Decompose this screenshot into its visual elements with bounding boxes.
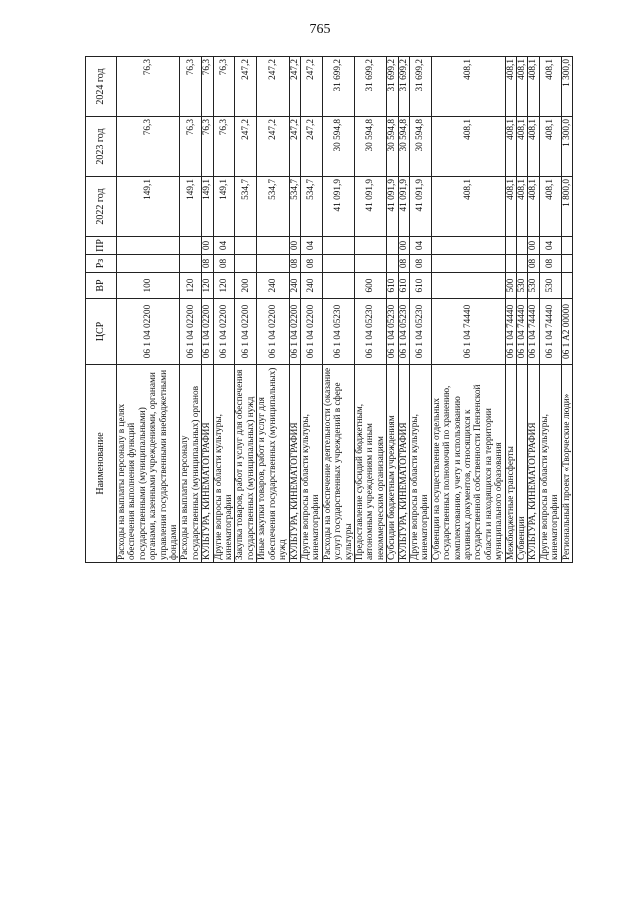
cell-vr: 610 <box>387 273 398 299</box>
cell-name: Предоставление субсидий бюджетным, автономным учреждениям и иным некоммерческим организациям <box>354 365 386 563</box>
cell-2022: 534,7 <box>235 177 257 237</box>
cell-name: Другие вопросы в области культуры, кинематографии <box>409 365 431 563</box>
cell-name: КУЛЬТУРА, КИНЕМАТОГРАФИЯ <box>289 365 300 563</box>
cell-csr: 06 1 04 05230 <box>322 299 354 365</box>
cell-rz: 08 <box>300 255 322 273</box>
cell-name: КУЛЬТУРА, КИНЕМАТОГРАФИЯ <box>202 365 213 563</box>
cell-name: Субвенции на осуществление отдельных государственных полномочий по хранению, комплектованию, учету и использованию архивных документов, относящихся к государственной собственности Пензенской области и находящихся на территории муниципального образования <box>431 365 505 563</box>
cell-name: Субвенции <box>517 365 528 563</box>
cell-vr: 610 <box>409 273 431 299</box>
cell-2023: 247,2 <box>257 117 289 177</box>
cell-pr <box>180 237 202 255</box>
cell-2023: 247,2 <box>289 117 300 177</box>
cell-rz: 08 <box>528 255 539 273</box>
cell-2024: 1 300,0 <box>561 57 572 117</box>
cell-pr <box>235 237 257 255</box>
cell-name: Другие вопросы в области культуры, кинематографии <box>213 365 235 563</box>
cell-2022: 408,1 <box>528 177 539 237</box>
cell-vr: 240 <box>257 273 289 299</box>
cell-vr <box>322 273 354 299</box>
cell-2022: 41 091,9 <box>409 177 431 237</box>
cell-2024: 31 699,2 <box>322 57 354 117</box>
cell-2022: 534,7 <box>257 177 289 237</box>
cell-2024: 31 699,2 <box>387 57 398 117</box>
cell-2023: 408,1 <box>505 117 516 177</box>
cell-pr <box>561 237 572 255</box>
cell-rz <box>354 255 386 273</box>
cell-rz: 08 <box>409 255 431 273</box>
cell-rz <box>322 255 354 273</box>
cell-2024: 408,1 <box>528 57 539 117</box>
cell-2023: 408,1 <box>539 117 561 177</box>
cell-2023: 76,3 <box>202 117 213 177</box>
cell-rz: 08 <box>289 255 300 273</box>
cell-pr: 04 <box>213 237 235 255</box>
rotated-table-wrapper <box>85 58 572 563</box>
cell-vr <box>431 273 505 299</box>
cell-pr <box>431 237 505 255</box>
cell-csr: 06 1 04 74440 <box>517 299 528 365</box>
cell-2024: 76,3 <box>213 57 235 117</box>
cell-vr: 530 <box>539 273 561 299</box>
cell-rz <box>235 255 257 273</box>
cell-2023: 76,3 <box>117 117 180 177</box>
cell-2023: 247,2 <box>300 117 322 177</box>
table-row <box>387 57 398 563</box>
cell-2024: 31 699,2 <box>409 57 431 117</box>
cell-rz: 08 <box>539 255 561 273</box>
table-row <box>117 57 180 563</box>
cell-pr: 00 <box>289 237 300 255</box>
cell-pr <box>117 237 180 255</box>
cell-2022: 41 091,9 <box>398 177 409 237</box>
cell-2022: 41 091,9 <box>322 177 354 237</box>
table-row <box>505 57 516 563</box>
table-row <box>235 57 257 563</box>
cell-rz <box>517 255 528 273</box>
table-row <box>517 57 528 563</box>
cell-vr: 600 <box>354 273 386 299</box>
cell-2022: 149,1 <box>180 177 202 237</box>
header-name: Наименование <box>86 365 117 563</box>
cell-vr: 100 <box>117 273 180 299</box>
cell-csr: 06 1 04 02200 <box>235 299 257 365</box>
cell-2022: 1 800,0 <box>561 177 572 237</box>
table-row <box>202 57 213 563</box>
cell-vr: 240 <box>300 273 322 299</box>
cell-vr: 530 <box>528 273 539 299</box>
cell-name: Другие вопросы в области культуры, кинематографии <box>300 365 322 563</box>
cell-2023: 30 594,8 <box>409 117 431 177</box>
cell-name: Расходы на выплаты персоналу в целях обеспечения выполнения функций государственными (муниципальными) органами, казенными учреждениями, органами управления государственными внебюджетными фондами <box>117 365 180 563</box>
table-row <box>528 57 539 563</box>
cell-2022: 149,1 <box>117 177 180 237</box>
cell-csr: 06 1 04 05230 <box>354 299 386 365</box>
cell-2024: 247,2 <box>289 57 300 117</box>
cell-csr: 06 1 04 05230 <box>387 299 398 365</box>
cell-name: Иные закупки товаров, работ и услуг для обеспечения государственных (муниципальных) нужд <box>257 365 289 563</box>
cell-rz: 08 <box>398 255 409 273</box>
table-row <box>398 57 409 563</box>
cell-2024: 76,3 <box>180 57 202 117</box>
header-csr: ЦСР <box>86 299 117 365</box>
cell-name: Региональный проект «Творческие люди» <box>561 365 572 563</box>
cell-csr: 06 1 04 74440 <box>539 299 561 365</box>
cell-pr <box>354 237 386 255</box>
cell-pr: 00 <box>398 237 409 255</box>
table-row <box>300 57 322 563</box>
cell-2022: 149,1 <box>202 177 213 237</box>
cell-2024: 247,2 <box>257 57 289 117</box>
table-row <box>322 57 354 563</box>
cell-csr: 06 1 04 02200 <box>257 299 289 365</box>
cell-2024: 31 699,2 <box>354 57 386 117</box>
cell-2024: 31 699,2 <box>398 57 409 117</box>
cell-2022: 534,7 <box>289 177 300 237</box>
cell-csr: 06 1 04 74440 <box>505 299 516 365</box>
cell-csr: 06 1 04 74440 <box>431 299 505 365</box>
cell-vr: 240 <box>289 273 300 299</box>
cell-csr: 06 1 04 02200 <box>117 299 180 365</box>
budget-table <box>85 56 573 563</box>
cell-2023: 30 594,8 <box>354 117 386 177</box>
cell-2022: 408,1 <box>505 177 516 237</box>
header-vr: ВР <box>86 273 117 299</box>
header-pr: ПР <box>86 237 117 255</box>
cell-2024: 408,1 <box>539 57 561 117</box>
cell-name: Субсидии бюджетным учреждениям <box>387 365 398 563</box>
table-header-row <box>86 57 117 563</box>
cell-pr: 04 <box>409 237 431 255</box>
cell-vr: 200 <box>235 273 257 299</box>
header-2023: 2023 год <box>86 117 117 177</box>
table-row <box>289 57 300 563</box>
cell-2023: 408,1 <box>528 117 539 177</box>
cell-name: Расходы на обеспечение деятельности (оказание услуг) государственных учреждений в сфере культуры <box>322 365 354 563</box>
cell-vr <box>561 273 572 299</box>
cell-2023: 1 300,0 <box>561 117 572 177</box>
cell-2022: 41 091,9 <box>354 177 386 237</box>
cell-rz <box>561 255 572 273</box>
cell-rz <box>387 255 398 273</box>
cell-2023: 30 594,8 <box>322 117 354 177</box>
cell-pr: 04 <box>539 237 561 255</box>
cell-csr: 06 1 A2 00000 <box>561 299 572 365</box>
cell-2024: 76,3 <box>117 57 180 117</box>
cell-name: Другие вопросы в области культуры, кинематографии <box>539 365 561 563</box>
cell-2024: 247,2 <box>235 57 257 117</box>
cell-2023: 76,3 <box>213 117 235 177</box>
cell-vr: 530 <box>517 273 528 299</box>
cell-2024: 408,1 <box>505 57 516 117</box>
cell-2024: 247,2 <box>300 57 322 117</box>
table-row <box>180 57 202 563</box>
cell-2023: 408,1 <box>431 117 505 177</box>
cell-csr: 06 1 04 02200 <box>180 299 202 365</box>
cell-2022: 408,1 <box>431 177 505 237</box>
cell-csr: 06 1 04 02200 <box>213 299 235 365</box>
cell-2024: 408,1 <box>517 57 528 117</box>
cell-pr <box>387 237 398 255</box>
cell-vr: 120 <box>180 273 202 299</box>
cell-csr: 06 1 04 02200 <box>202 299 213 365</box>
cell-2022: 149,1 <box>213 177 235 237</box>
cell-pr <box>257 237 289 255</box>
cell-rz <box>180 255 202 273</box>
header-rz: Рз <box>86 255 117 273</box>
cell-pr <box>322 237 354 255</box>
cell-pr: 04 <box>300 237 322 255</box>
table-row <box>354 57 386 563</box>
cell-2022: 534,7 <box>300 177 322 237</box>
table-row <box>561 57 572 563</box>
cell-pr <box>505 237 516 255</box>
cell-pr: 00 <box>528 237 539 255</box>
cell-name: КУЛЬТУРА, КИНЕМАТОГРАФИЯ <box>398 365 409 563</box>
cell-2024: 76,3 <box>202 57 213 117</box>
cell-csr: 06 1 04 05230 <box>398 299 409 365</box>
cell-2023: 30 594,8 <box>387 117 398 177</box>
header-2024: 2024 год <box>86 57 117 117</box>
cell-2023: 30 594,8 <box>398 117 409 177</box>
cell-name: Закупка товаров, работ и услуг для обеспечения государственных (муниципальных) нужд <box>235 365 257 563</box>
cell-csr: 06 1 04 02200 <box>300 299 322 365</box>
page-number: 765 <box>309 22 331 37</box>
cell-2023: 408,1 <box>517 117 528 177</box>
cell-name: Расходы на выплаты персоналу государственных (муниципальных) органов <box>180 365 202 563</box>
cell-vr: 120 <box>202 273 213 299</box>
table-body <box>117 57 573 563</box>
cell-vr: 120 <box>213 273 235 299</box>
cell-vr: 500 <box>505 273 516 299</box>
table-row <box>539 57 561 563</box>
cell-2023: 76,3 <box>180 117 202 177</box>
cell-2024: 408,1 <box>431 57 505 117</box>
table-row <box>409 57 431 563</box>
cell-rz <box>117 255 180 273</box>
cell-2022: 408,1 <box>517 177 528 237</box>
cell-csr: 06 1 04 02200 <box>289 299 300 365</box>
cell-rz <box>431 255 505 273</box>
cell-rz <box>257 255 289 273</box>
table-row <box>257 57 289 563</box>
cell-name: КУЛЬТУРА, КИНЕМАТОГРАФИЯ <box>528 365 539 563</box>
table-row <box>431 57 505 563</box>
cell-name: Межбюджетные трансферты <box>505 365 516 563</box>
cell-2022: 408,1 <box>539 177 561 237</box>
cell-pr: 00 <box>202 237 213 255</box>
cell-rz <box>505 255 516 273</box>
cell-2023: 247,2 <box>235 117 257 177</box>
cell-rz: 08 <box>213 255 235 273</box>
table-row <box>213 57 235 563</box>
cell-rz: 08 <box>202 255 213 273</box>
header-2022: 2022 год <box>86 177 117 237</box>
cell-csr: 06 1 04 05230 <box>409 299 431 365</box>
cell-2022: 41 091,9 <box>387 177 398 237</box>
cell-csr: 06 1 04 74440 <box>528 299 539 365</box>
cell-pr <box>517 237 528 255</box>
cell-vr: 610 <box>398 273 409 299</box>
